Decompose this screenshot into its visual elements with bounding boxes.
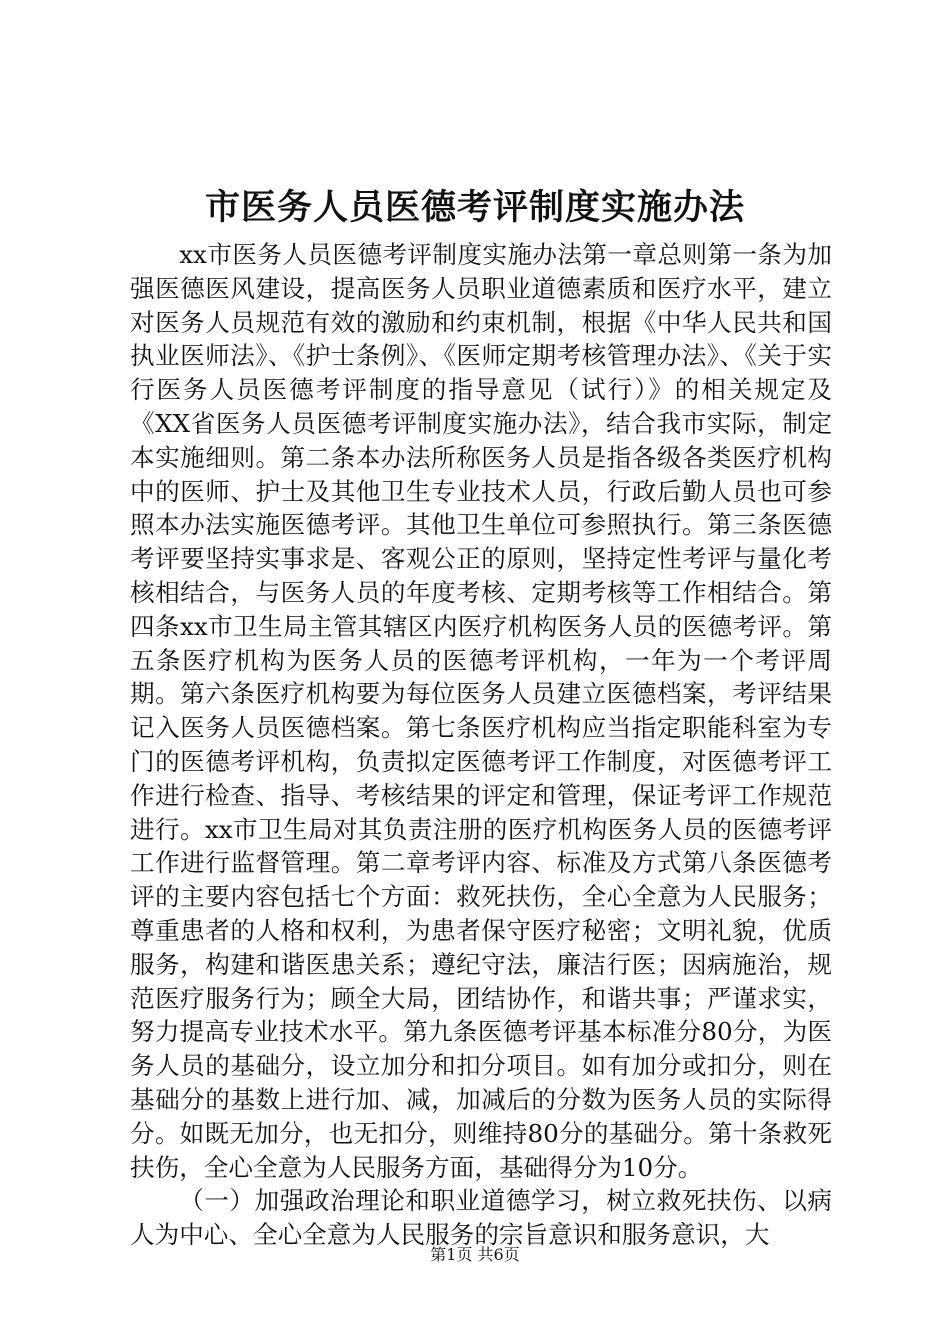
paragraph-1: xx市医务人员医德考评制度实施办法第一章总则第一条为加强医德医风建设，提高医务人员职业道德素质和医疗水平，建立对医务人员规范有效的激励和约束机制，根据《中华人民共和国执业医师法》、《护士条例》、《医师定期考核管理办法》、《关于实行医务人员医德考评制度的指导意见（试行）》的相关规定及《XX省医务人员医德考评制度实施办法》，结合我市实际，制定本实施细则。第二条本办法所称医务人员是指各级各类医疗机构中的医师、护士及其他卫生专业技术人员，行政后勤人员也可参照本办法实施医德考评。其他卫生单位可参照执行。第三条医德考评要坚持实事求是、客观公正的原则，坚持定性考评与量化考核相结合，与医务人员的年度考核、定期考核等工作相结合。第四条xx市卫生局主管其辖区内医疗机构医务人员的医德考评。第五条医疗机构为医务人员的医德考评机构，一年为一个考评周期。第六条医疗机构要为每位医务人员建立医德档案，考评结果记入医务人员医德档案。第七条医疗机构应当指定职能科室为专门的医德考评机构，负责拟定医德考评工作制度，对医德考评工作进行检查、指导、考核结果的评定和管理，保证考评工作规范进行。xx市卫生局对其负责注册的医疗机构医务人员的医德考评工作进行监督管理。第二章考评内容、标准及方式第八条医德考评的主要内容包括七个方面：救死扶伤，全心全意为人民服务；尊重患者的人格和权利，为患者保守医疗秘密；文明礼貌，优质服务，构建和谐医患关系；遵纪守法，廉洁行医；因病施治，规范医疗服务行为；顾全大局，团结协作，和谐共事；严谨求实，努力提高专业技术水平。第九条医德考评基本标准分80分，为医务人员的基础分，设立加分和扣分项目。如有加分或扣分，则在基础分的基数上进行加、减，加减后的分数为医务人员的实际得分。如既无加分，也无扣分，则维持80分的基础分。第十条救死扶伤，全心全意为人民服务方面，基础得分为10分。	[130, 240, 832, 1182]
paragraph-2: （一）加强政治理论和职业道德学习，树立救死扶伤、以病人为中心、全心全意为人民服务的宗旨意识和服务意识，大	[130, 1186, 832, 1250]
page-footer: 第1页 共6页	[430, 1245, 520, 1264]
document-body	[130, 238, 832, 1252]
document-title: 市医务人员医德考评制度实施办法	[204, 187, 745, 228]
